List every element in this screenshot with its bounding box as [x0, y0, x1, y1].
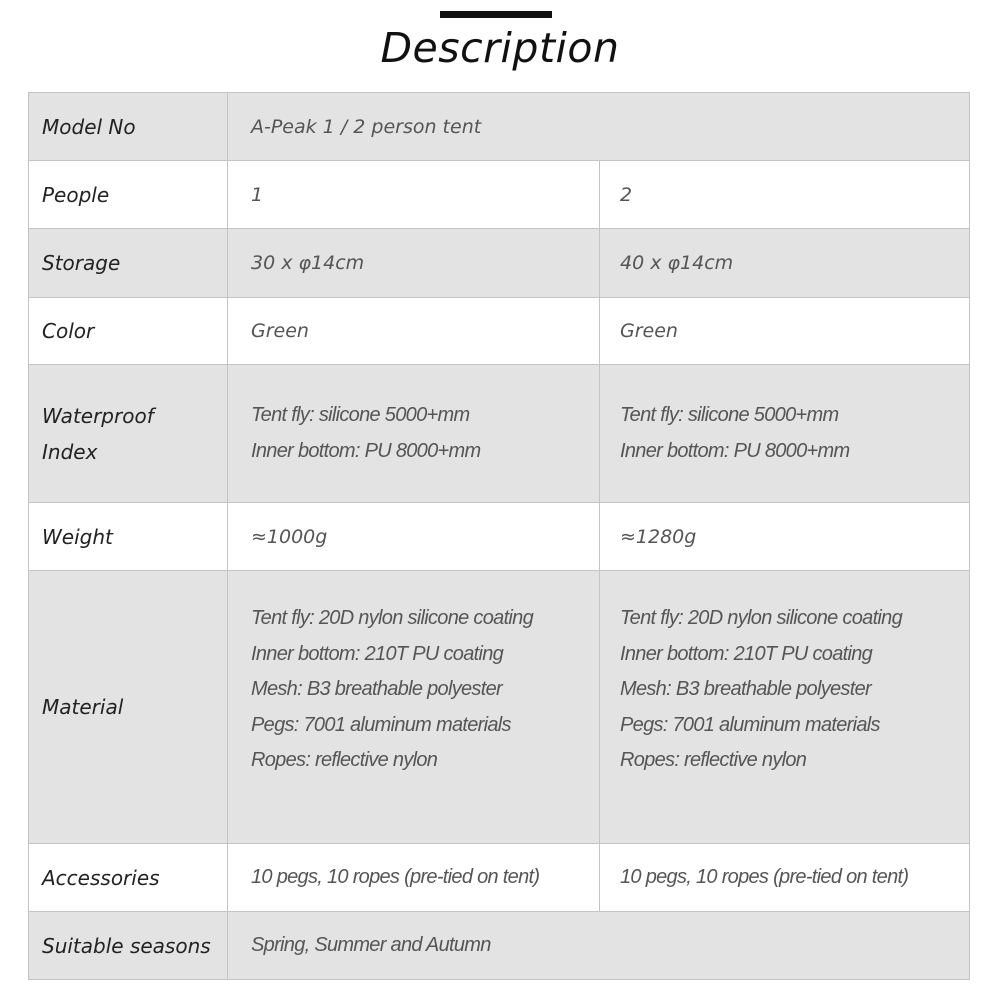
row-storage [29, 229, 970, 298]
value-material-1 [228, 571, 600, 844]
row-suitable-seasons [29, 912, 970, 980]
value-people-1: 1 [228, 161, 600, 229]
label-material: Material [29, 571, 228, 844]
row-people [29, 161, 970, 229]
material-2-line2: Inner bottom: 210T PU coating [620, 642, 873, 665]
label-waterproof-line2: Index [42, 439, 98, 464]
value-weight-1: ≈1000g [228, 503, 600, 571]
material-2-line5: Ropes: reflective nylon [620, 749, 807, 771]
material-2-line1: Tent fly: 20D nylon silicone coating [620, 607, 903, 629]
row-waterproof-index [29, 365, 970, 503]
label-suitable-seasons: Suitable seasons [29, 912, 228, 980]
material-1-line3: Mesh: B3 breathable polyester [251, 678, 502, 700]
value-waterproof-1 [228, 365, 600, 503]
row-model-no [29, 93, 970, 161]
value-material-2 [600, 571, 970, 844]
row-color [29, 298, 970, 365]
label-model-no: Model No [29, 93, 228, 161]
material-1-line5: Ropes: reflective nylon [251, 749, 438, 771]
label-people: People [29, 161, 228, 229]
label-weight: Weight [29, 503, 228, 571]
value-storage-2: 40 x φ14cm [600, 229, 970, 298]
value-color-1: Green [228, 298, 600, 365]
value-people-2: 2 [600, 161, 970, 229]
label-storage: Storage [29, 229, 228, 298]
material-2-line4: Pegs: 7001 aluminum materials [620, 713, 880, 736]
row-weight [29, 503, 970, 571]
label-accessories: Accessories [29, 844, 228, 912]
value-waterproof-1-line2: Inner bottom: PU 8000+mm [251, 439, 481, 462]
material-1-line4: Pegs: 7001 aluminum materials [251, 713, 511, 736]
label-color: Color [29, 298, 228, 365]
value-model-no: A-Peak 1 / 2 person tent [228, 93, 970, 161]
value-weight-2: ≈1280g [600, 503, 970, 571]
label-waterproof-index [29, 365, 228, 503]
value-waterproof-2-line1: Tent fly: silicone 5000+mm [620, 404, 839, 426]
value-color-2: Green [600, 298, 970, 365]
title-accent-bar [440, 11, 552, 18]
value-waterproof-2-line2: Inner bottom: PU 8000+mm [620, 439, 850, 462]
value-suitable-seasons: Spring, Summer and Autumn [228, 912, 970, 980]
value-waterproof-2 [600, 365, 970, 503]
value-accessories-2: 10 pegs, 10 ropes (pre-tied on tent) [600, 844, 970, 912]
material-2-line3: Mesh: B3 breathable polyester [620, 678, 871, 700]
value-storage-1: 30 x φ14cm [228, 229, 600, 298]
row-material [29, 571, 970, 844]
value-waterproof-1-line1: Tent fly: silicone 5000+mm [251, 404, 470, 426]
material-1-line1: Tent fly: 20D nylon silicone coating [251, 607, 534, 629]
value-accessories-1: 10 pegs, 10 ropes (pre-tied on tent) [228, 844, 600, 912]
material-1-line2: Inner bottom: 210T PU coating [251, 642, 504, 665]
label-waterproof-line1: Waterproof [42, 403, 154, 428]
page-title: Description [380, 24, 620, 72]
spec-table [28, 92, 970, 980]
row-accessories [29, 844, 970, 912]
